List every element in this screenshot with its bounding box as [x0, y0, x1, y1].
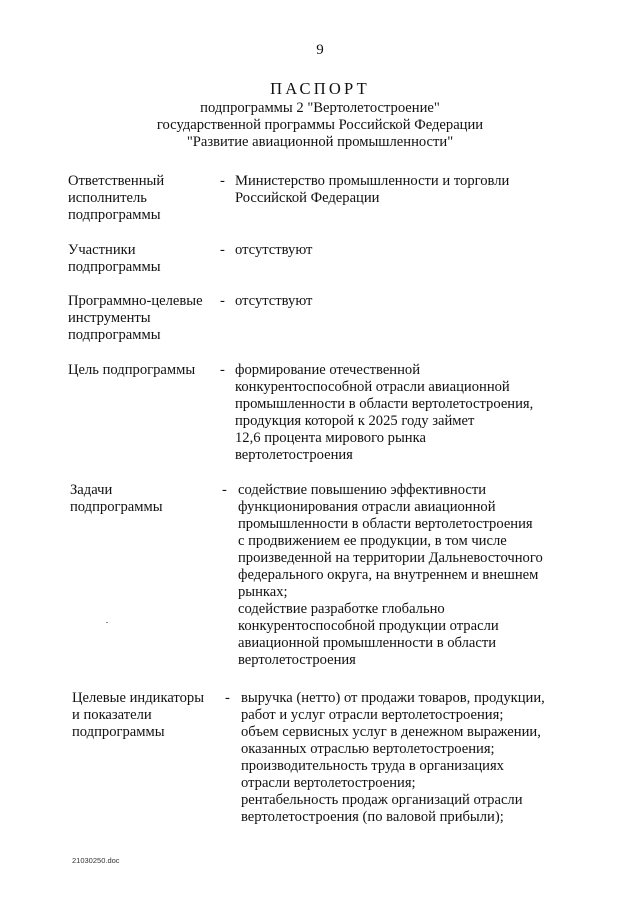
value-line: работ и услуг отрасли вертолетостроения;: [241, 707, 504, 723]
row-dash: -: [220, 242, 225, 258]
row-label: [68, 173, 218, 224]
row-dash: -: [220, 362, 225, 378]
document-subtitle: [0, 100, 640, 151]
row-label: [68, 242, 218, 276]
row-dash: -: [222, 482, 227, 498]
value-line: конкурентоспособной продукции отрасли: [238, 618, 499, 634]
value-line: отрасли вертолетостроения;: [241, 775, 416, 791]
value-line: с продвижением ее продукции, в том числе: [238, 533, 507, 549]
label-line: подпрограммы: [68, 259, 161, 275]
value-line: отсутствуют: [235, 293, 313, 309]
row-label: [72, 690, 222, 741]
value-line: рынках;: [238, 584, 288, 600]
value-line: содействие повышению эффективности: [238, 482, 487, 498]
label-line: подпрограммы: [68, 327, 161, 343]
row-dash: -: [225, 690, 230, 706]
value-line: продукция которой к 2025 году займет: [235, 413, 475, 429]
subtitle-line: подпрограммы 2 "Вертолетостроение": [200, 100, 440, 116]
row-label: [70, 482, 220, 516]
label-line: исполнитель: [68, 190, 147, 206]
row-value: [235, 242, 575, 259]
row-value: [235, 173, 575, 207]
label-line: подпрограммы: [68, 207, 161, 223]
row-value: [235, 293, 575, 310]
value-line: объем сервисных услуг в денежном выражении,: [241, 724, 541, 740]
value-line: вертолетостроения (по валовой прибыли);: [241, 809, 504, 825]
label-line: Целевые индикаторы: [72, 690, 205, 706]
row-label: [68, 362, 218, 379]
row-value: [238, 482, 578, 669]
value-line: вертолетостроения: [235, 447, 353, 463]
value-line: вертолетостроения: [238, 652, 356, 668]
label-line: и показатели: [72, 707, 152, 723]
row-dash: -: [220, 293, 225, 309]
subtitle-line: "Развитие авиационной промышленности": [186, 134, 454, 150]
row-value: [241, 690, 581, 826]
row-dash: -: [220, 173, 225, 189]
scan-speck: [106, 622, 108, 623]
page-number: 9: [316, 42, 324, 58]
label-line: подпрограммы: [70, 499, 163, 515]
label-line: Ответственный: [68, 173, 165, 189]
file-name-footer: 21030250.doc: [72, 856, 120, 865]
label-line: подпрограммы: [72, 724, 165, 740]
value-line: промышленности в области вертолетостроения,: [235, 396, 534, 412]
label-line: Задачи: [70, 482, 113, 498]
value-line: 12,6 процента мирового рынка: [235, 430, 426, 446]
value-line: оказанных отраслью вертолетостроения;: [241, 741, 495, 757]
value-line: содействие разработке глобально: [238, 601, 445, 617]
value-line: формирование отечественной: [235, 362, 421, 378]
label-line: Цель подпрограммы: [68, 362, 196, 378]
label-line: инструменты: [68, 310, 151, 326]
document-title: ПАСПОРТ: [270, 79, 370, 98]
value-line: выручка (нетто) от продажи товаров, продукции,: [241, 690, 545, 706]
value-line: конкурентоспособной отрасли авиационной: [235, 379, 510, 395]
value-line: функционирования отрасли авиационной: [238, 499, 496, 515]
value-line: производительность труда в организациях: [241, 758, 504, 774]
value-line: авиационной промышленности в области: [238, 635, 497, 651]
value-line: промышленности в области вертолетостроения: [238, 516, 533, 532]
row-value: [235, 362, 575, 464]
value-line: федерального округа, на внутреннем и внешнем: [238, 567, 539, 583]
value-line: Российской Федерации: [235, 190, 380, 206]
value-line: произведенной на территории Дальневосточного: [238, 550, 543, 566]
label-line: Участники: [68, 242, 136, 258]
subtitle-line: государственной программы Российской Федерации: [156, 117, 484, 133]
value-line: Министерство промышленности и торговли: [235, 173, 510, 189]
value-line: отсутствуют: [235, 242, 313, 258]
label-line: Программно-целевые: [68, 293, 203, 309]
row-label: [68, 293, 218, 344]
value-line: рентабельность продаж организаций отрасли: [241, 792, 523, 808]
